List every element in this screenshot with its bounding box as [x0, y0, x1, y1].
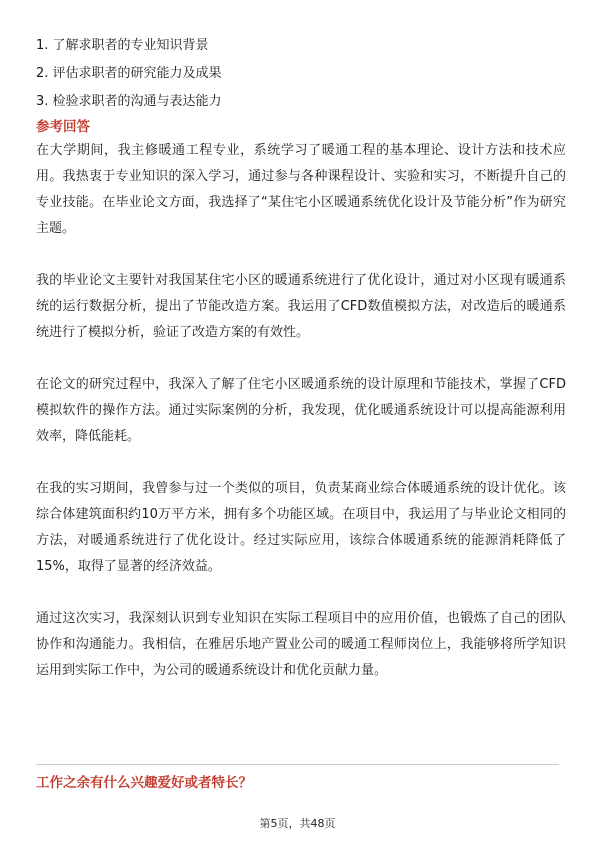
goal-item-1: 1. 了解求职者的专业知识背景 [36, 38, 209, 53]
goal-item-3: 3. 检验求职者的沟通与表达能力 [36, 94, 222, 109]
next-question-heading: 工作之余有什么兴趣爱好或者特长？ [36, 775, 252, 791]
section-divider [36, 764, 559, 765]
page-footer: 第5页，共48页 [259, 817, 336, 830]
answer-paragraph: 在论文的研究过程中，我深入了解了住宅小区暖通系统的设计原理和节能技术，掌握了CFD模拟软件的操作方法。通过实际案例的分析，我发现，优化暖通系统设计可以提高能源利用效率，降低能耗。 [36, 377, 566, 444]
goal-item-2: 2. 评估求职者的研究能力及成果 [36, 66, 222, 81]
answer-paragraph: 我的毕业论文主要针对我国某住宅小区的暖通系统进行了优化设计，通过对小区现有暖通系统的运行数据分析，提出了节能改造方案。我运用了CFD数值模拟方法，对改造后的暖通系统进行了模拟分析，验证了改造方案的有效性。 [36, 273, 566, 340]
answer-paragraph: 通过这次实习，我深刻认识到专业知识在实际工程项目中的应用价值，也锻炼了自己的团队协作和沟通能力。我相信，在雅居乐地产置业公司的暖通工程师岗位上，我能够将所学知识运用到实际工作中，为公司的暖通系统设计和优化贡献力量。 [36, 611, 566, 678]
page-content [36, 32, 566, 684]
answer-paragraph: 在我的实习期间，我曾参与过一个类似的项目，负责某商业综合体暖通系统的设计优化。该综合体建筑面积约10万平方米，拥有多个功能区域。在项目中，我运用了与毕业论文相同的方法，对暖通系统进行了优化设计。经过实际应用，该综合体暖通系统的能源消耗降低了15%，取得了显著的经济效益。 [36, 481, 566, 574]
answer-paragraph: 在大学期间，我主修暖通工程专业，系统学习了暖通工程的基本理论、设计方法和技术应用。我热衷于专业知识的深入学习，通过参与各种课程设计、实验和实习，不断提升自己的专业技能。在毕业论文方面，我选择了“某住宅小区暖通系统优化设计及节能分析”作为研究主题。 [36, 143, 566, 236]
reference-answer-heading: 参考回答 [36, 119, 90, 135]
